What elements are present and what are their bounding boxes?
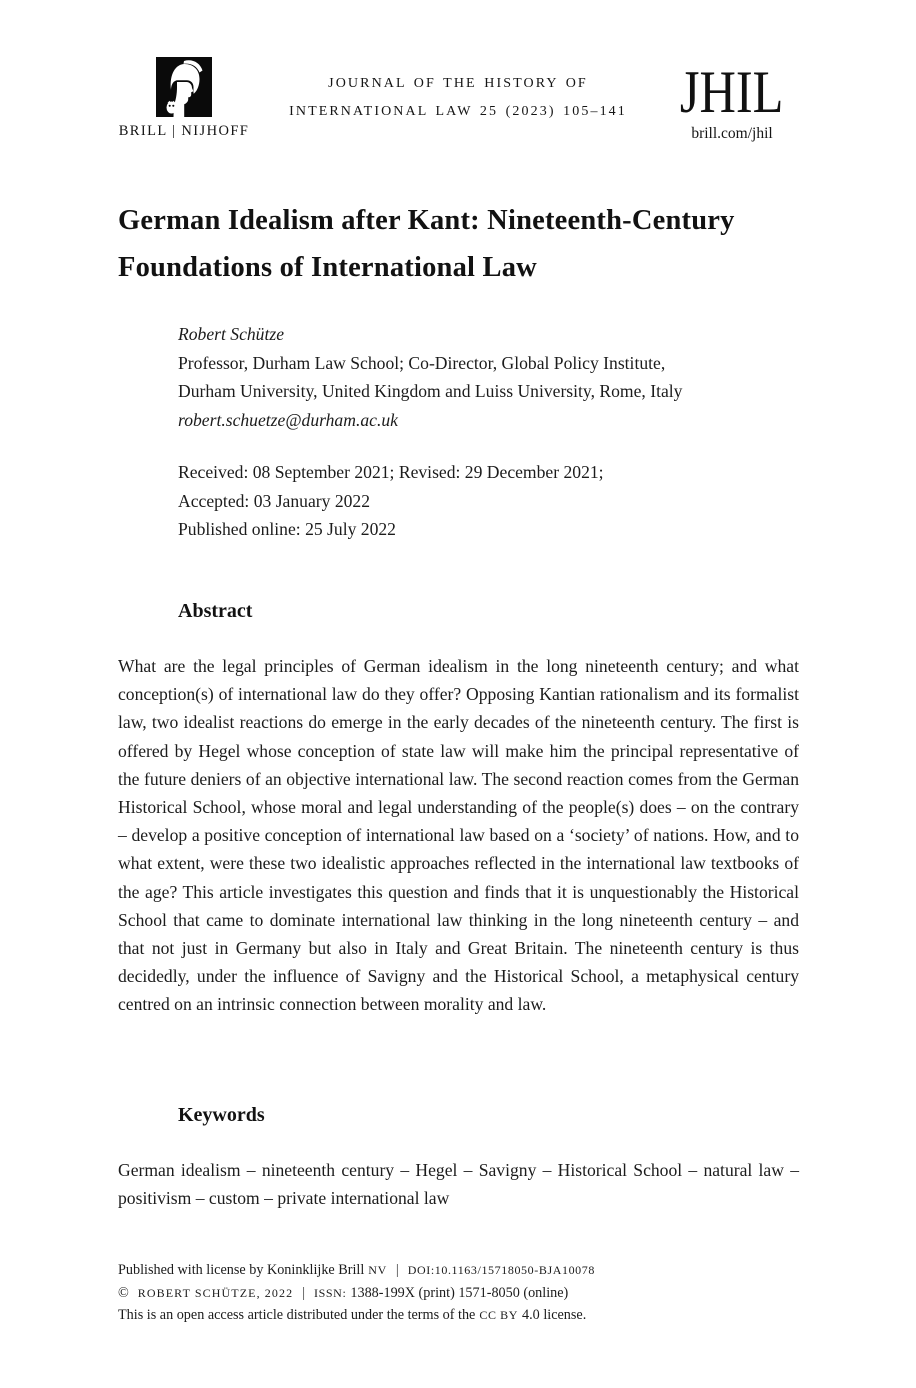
copyright-holder: ROBERT SCHÜTZE, 2022 xyxy=(137,1285,294,1300)
cc-by-label: CC BY xyxy=(479,1308,519,1323)
issn-values: 1388-199X (print) 1571-8050 (online) xyxy=(350,1284,569,1301)
abstract-heading: Abstract xyxy=(178,600,253,622)
footer-separator: | xyxy=(395,1262,399,1278)
journal-url-link[interactable]: brill.com/jhil xyxy=(691,125,773,142)
issn-label: ISSN: xyxy=(314,1285,347,1300)
author-affiliation-line1: Professor, Durham Law School; Co-Director, Global Policy Institute, xyxy=(178,352,666,373)
received-revised-line: Received: 08 September 2021; Revised: 29 December 2021; xyxy=(178,462,604,482)
license-line xyxy=(118,1259,799,1282)
license-version-text: 4.0 license. xyxy=(522,1307,587,1324)
journal-masthead xyxy=(250,57,666,126)
open-access-text: This is an open access article distributed under the terms of the xyxy=(118,1307,476,1324)
author-block xyxy=(178,320,798,434)
article-title xyxy=(118,197,816,291)
author-affiliation-line2: Durham University, United Kingdom and Luiss University, Rome, Italy xyxy=(178,381,683,402)
doi-link[interactable]: DOI:10.1163/15718050-BJA10078 xyxy=(407,1263,595,1277)
article-title-line2: Foundations of International Law xyxy=(118,252,537,283)
abstract-text: What are the legal principles of German idealism in the long nineteenth century; and what conception(s) of international law do they offer? Opposing Kantian rationalism and its formalist law, two idealist reactions do emerge in the early decades of the nineteenth century. The first is offered by Hegel whose conception of state law will make him the principal representative of the future deniers of an objective international law. The second reaction comes from the German Historical School, whose moral and legal understanding of the people(s) does – on the contrary – develop a positive conception of international law based on a ‘society’ of nations. How, and to what extent, were these two idealistic approaches reflected in the international law textbooks of the age? This article investigates this question and finds that it is unquestionably the Historical School that came to dominate international law thinking in the long nineteenth century – and that not just in Germany but also in Italy and Great Britain. The nineteenth century is thus decidedly, under the influence of Savigny and the Historical School, a metaphysical century centred on an intrinsic connection between morality and law. xyxy=(118,656,799,1015)
license-footer xyxy=(118,1259,799,1327)
publication-history xyxy=(178,458,798,544)
author-email-link[interactable]: robert.schuetze@durham.ac.uk xyxy=(178,409,398,430)
footer-separator: | xyxy=(302,1284,306,1301)
license-publisher-text: Published with license by Koninklijke Brill xyxy=(118,1262,365,1278)
imprint-label: BRILL | NIJHOFF xyxy=(118,123,250,139)
copyright-symbol: © xyxy=(118,1284,129,1301)
author-name: Robert Schütze xyxy=(178,324,285,344)
article-title-line1: German Idealism after Kant: Nineteenth-Century xyxy=(118,205,735,236)
journal-volume-line: INTERNATIONAL LAW 25 (2023) 105–141 xyxy=(289,104,627,119)
keywords-heading: Keywords xyxy=(178,1104,265,1126)
journal-abbreviation: JHIL xyxy=(680,59,784,125)
published-online-line: Published online: 25 July 2022 xyxy=(178,519,396,540)
open-access-line xyxy=(118,1304,799,1327)
publisher-brand xyxy=(118,57,250,140)
brill-athena-logo xyxy=(156,57,212,117)
accepted-line: Accepted: 03 January 2022 xyxy=(178,490,371,511)
journal-header xyxy=(118,57,798,143)
nv-smallcaps: NV xyxy=(368,1263,387,1277)
keywords-text: German idealism – nineteenth century – Hegel – Savigny – Historical School – natural law – positivism – custom – private international law xyxy=(118,1160,799,1209)
journal-abbrev-block xyxy=(666,57,798,143)
journal-title-line1: JOURNAL OF THE HISTORY OF xyxy=(328,76,588,91)
copyright-line xyxy=(118,1282,799,1305)
